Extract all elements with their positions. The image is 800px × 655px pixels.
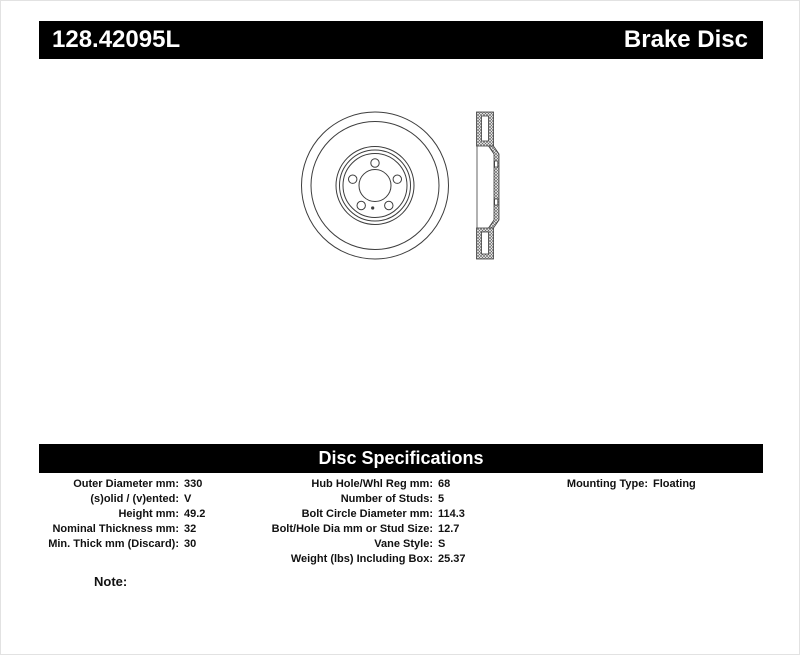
spec-value: S: [438, 538, 446, 550]
spec-row: [541, 477, 696, 492]
section-top-vent-slot: [482, 116, 489, 141]
spec-label: Min. Thick mm (Discard) :: [31, 537, 179, 552]
spec-value: 114.3: [438, 508, 465, 520]
spec-row: [251, 492, 466, 507]
spec-row: [251, 552, 466, 567]
spec-label: Number of Studs :: [251, 492, 433, 507]
spec-row: [31, 537, 205, 552]
section-hat-notch: [495, 199, 498, 205]
stud-hole: [385, 201, 393, 209]
spec-value: 49.2: [184, 508, 206, 520]
stud-hole: [371, 159, 379, 167]
spec-column-left: [31, 477, 205, 552]
spec-label: Bolt Circle Diameter mm :: [251, 507, 433, 522]
spec-column-middle: [251, 477, 466, 567]
spec-label: (s)olid / (v)ented :: [31, 492, 179, 507]
product-type-title: Brake Disc: [623, 26, 748, 53]
spec-value: 32: [184, 523, 197, 535]
brake-disc-drawing: [281, 96, 521, 271]
section-bottom-vent-slot: [482, 232, 489, 254]
header-bar: [39, 21, 763, 59]
note-label: Note:: [94, 574, 128, 589]
spec-value: Floating: [653, 478, 696, 490]
spec-row: [31, 477, 205, 492]
spec-row: [251, 477, 466, 492]
spec-value: V: [184, 493, 192, 505]
spec-label: Outer Diameter mm :: [31, 477, 179, 492]
center-hub-hole: [359, 170, 391, 202]
spec-section-title: Disc Specifications: [318, 448, 484, 468]
spec-label: Nominal Thickness mm :: [31, 522, 179, 537]
spec-row: [31, 507, 205, 522]
spec-label: Weight (lbs) Including Box :: [251, 552, 433, 567]
section-hat-wall: [489, 146, 500, 228]
brake-disc-front-view: [302, 112, 449, 259]
spec-row: [31, 492, 205, 507]
spec-label: Mounting Type :: [541, 477, 648, 492]
spec-value: 68: [438, 478, 451, 490]
hat-outer-ring: [336, 147, 414, 225]
hat-middle-ring: [340, 150, 411, 221]
spec-value: 330: [184, 478, 203, 490]
brake-disc-cross-section: [477, 112, 500, 259]
spec-row: [251, 522, 466, 537]
disc-friction-inner-edge: [311, 122, 439, 250]
stud-hole: [349, 175, 357, 183]
spec-label: Vane Style :: [251, 537, 433, 552]
index-pin-hole: [371, 206, 374, 209]
disc-outer-edge: [302, 112, 449, 259]
stud-hole: [393, 175, 401, 183]
spec-value: 25.37: [438, 553, 466, 565]
stud-hole: [357, 201, 365, 209]
spec-label: Height mm :: [31, 507, 179, 522]
spec-value: 12.7: [438, 523, 460, 535]
spec-row: [251, 537, 466, 552]
spec-value: 30: [184, 538, 197, 550]
spec-row: [31, 522, 205, 537]
section-hat-notch: [495, 161, 498, 167]
spec-label: Bolt/Hole Dia mm or Stud Size :: [251, 522, 433, 537]
spec-label: Hub Hole/Whl Reg mm :: [251, 477, 433, 492]
spec-section-bar: [39, 444, 763, 473]
spec-row: [251, 507, 466, 522]
hat-inner-ring: [343, 154, 407, 218]
spec-value: 5: [438, 493, 445, 505]
part-number: 128.42095L: [52, 26, 181, 53]
spec-column-right: [541, 477, 696, 492]
